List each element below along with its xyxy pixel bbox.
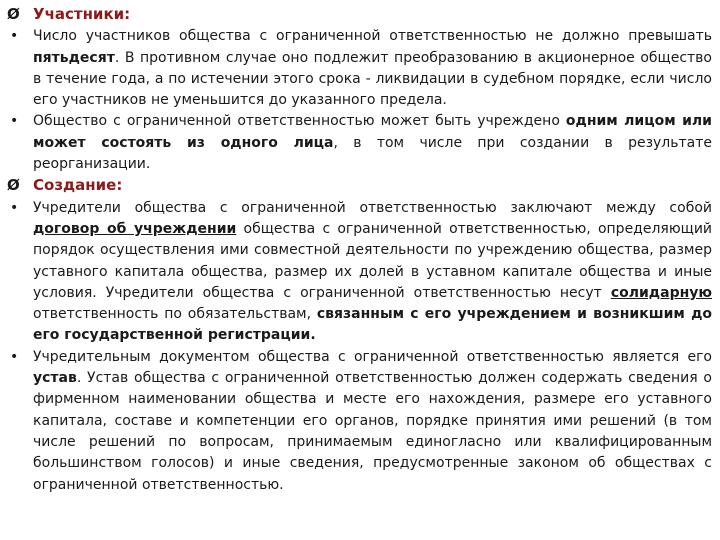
- bullet-icon: •: [10, 113, 19, 130]
- text-span: Число участников общества с ограниченной ответственностью не должно превышать: [33, 28, 712, 45]
- bullet-icon: •: [10, 199, 19, 216]
- bold-text: устав: [33, 370, 77, 387]
- bold-text: одним лицом или может состоять из одного лица: [33, 113, 712, 151]
- list-item: [6, 198, 712, 347]
- text-span: Учредители общества с ограниченной ответственностью заключают между собой: [33, 199, 712, 216]
- bold-text: связанным с его учреждением и возникшим до его государственной регистрации.: [33, 306, 712, 344]
- text-span: Общество с ограниченной ответственностью может быть учреждено: [33, 113, 566, 130]
- list-item: [6, 347, 712, 496]
- list-item: [6, 26, 712, 111]
- bullet-icon: •: [10, 28, 19, 45]
- list-item: [6, 111, 712, 175]
- bold-underlined-text: договор об учреждении: [33, 220, 237, 237]
- text-span: общества с ограниченной ответственностью, определяющий порядок осуществления ими совместной деятельности по учреждению общества, размер уставного капитала общества, размер их долей в уставном капитале общества и иные условия. Учредители общества с ограниченной ответственностью несут: [33, 220, 713, 301]
- bullet-icon: •: [10, 348, 19, 365]
- content-list: [6, 4, 712, 496]
- arrow-bullet-icon: Ø: [7, 5, 20, 23]
- arrow-bullet-icon: Ø: [7, 176, 20, 195]
- section-heading-creation: [6, 175, 712, 197]
- text-span: ответственность по обязательствам,: [33, 306, 317, 323]
- heading-text: Участники:: [33, 5, 131, 23]
- text-span: . Устав общества с ограниченной ответственностью должен содержать сведения о фирменном наименовании общества и месте его нахождения, размере его уставного капитала, составе и компетенции его органов, порядке принятия ими решений (в том числе решений по вопросам, принимаемым единогласно или квалифицированным большинством голосов) и иные сведения, предусмотренные законом об обществах с ограниченной ответственностью.: [33, 370, 712, 493]
- text-span: . В противном случае оно подлежит преобразованию в акционерное общество в течение года, а по истечении этого срока - ликвидации в судебном порядке, если число его участников не уменьшится до указанного предела.: [33, 49, 712, 109]
- section-heading-participants: [6, 4, 712, 26]
- text-span: , в том числе при создании в результате реорганизации.: [33, 134, 713, 173]
- text-span: Учредительным документом общества с ограниченной ответственностью является его: [33, 348, 712, 365]
- heading-text: Создание:: [33, 176, 123, 195]
- bold-text: пятьдесят: [33, 49, 115, 66]
- bold-underlined-text: солидарную: [610, 284, 712, 301]
